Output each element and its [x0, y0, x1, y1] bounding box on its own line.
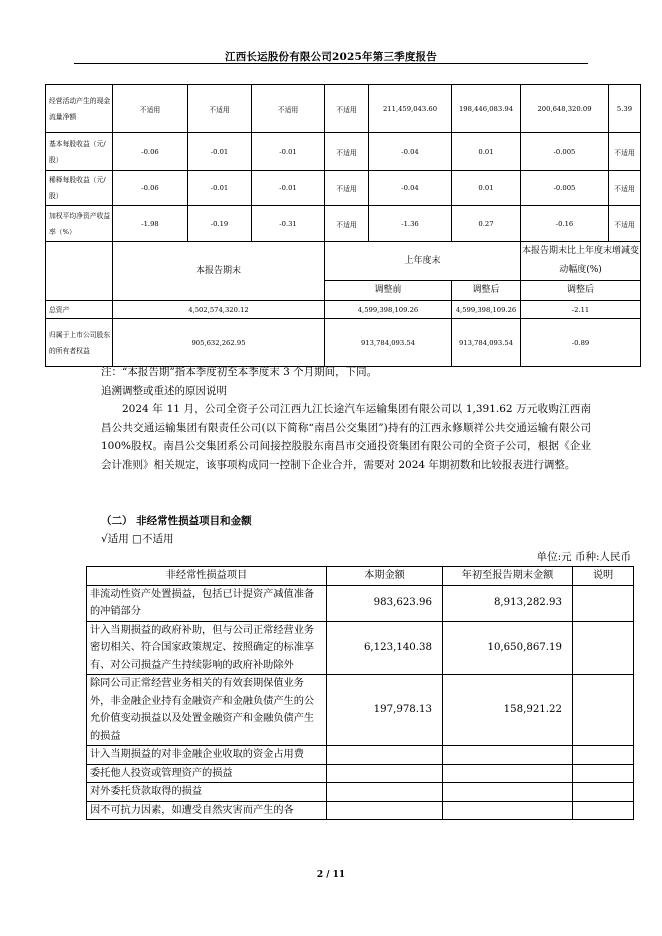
table-row	[46, 319, 641, 367]
table-cell: -0.01	[252, 133, 325, 171]
table-cell: 不适用	[252, 85, 325, 133]
table-cell: 不适用	[609, 133, 641, 171]
table-cell: 4,502,574,320.12	[113, 301, 325, 319]
column-header: 非经常性损益项目	[87, 567, 327, 586]
item-description: 计入当期损益的政府补助，但与公司正常经营业务密切相关、符合国家政策规定、按照确定的标准享有、对公司损益产生持续影响的政府补助除外	[87, 621, 327, 675]
item-description: 对外委托贷款取得的损益	[87, 783, 327, 802]
ytd-amount: 8,913,282.93	[443, 585, 573, 621]
current-amount	[327, 746, 443, 765]
current-amount: 6,123,140.38	[327, 621, 443, 675]
financial-indicators-table	[45, 84, 641, 367]
table-row	[87, 675, 634, 746]
table-cell: -0.01	[188, 171, 252, 206]
row-label: 稀释每股收益（元/股）	[46, 171, 113, 206]
applicable-checkbox-line: √适用 □不适用	[101, 533, 174, 545]
table-cell: 不适用	[325, 133, 369, 171]
table-cell: 5.39	[609, 85, 641, 133]
current-amount	[327, 764, 443, 783]
table-cell: 0.01	[452, 171, 521, 206]
ytd-amount: 158,921.22	[443, 675, 573, 746]
header-rule	[74, 63, 588, 64]
table-cell: 不适用	[609, 206, 641, 242]
change-header: 本报告期末比上年度末增减变动幅度(%)	[521, 242, 641, 281]
table-cell: -0.06	[113, 171, 188, 206]
column-header: 说明	[573, 567, 634, 586]
item-note	[573, 585, 634, 621]
item-description: 计入当期损益的对非金融企业收取的资金占用费	[87, 746, 327, 765]
ytd-amount	[443, 764, 573, 783]
item-description: 除同公司正常经营业务相关的有效套期保值业务外，非金融企业持有金融资产和金融负债产生的公允价值变动损益以及处置金融资产和金融负债产生的损益	[87, 675, 327, 746]
table-row	[87, 783, 634, 802]
row-label: 归属于上市公司股东的所有者权益	[46, 319, 113, 367]
table-cell: 不适用	[325, 206, 369, 242]
ytd-amount	[443, 783, 573, 802]
table-cell: 不适用	[188, 85, 252, 133]
item-note	[573, 746, 634, 765]
table-cell: 不适用	[113, 85, 188, 133]
table-cell: -0.06	[113, 133, 188, 171]
table-cell: 198,446,083.94	[452, 85, 521, 133]
table-row	[46, 133, 641, 171]
empty-header-cell	[46, 242, 113, 301]
page-header-title: 江西长运股份有限公司2025年第三季度报告	[225, 51, 437, 63]
table-header-row	[87, 567, 634, 586]
item-description: 非流动性资产处置损益，包括已计提资产减值准备的冲销部分	[87, 585, 327, 621]
item-note	[573, 675, 634, 746]
table-cell: -1.36	[369, 206, 452, 242]
table-cell: -0.19	[188, 206, 252, 242]
section-title: （二） 非经常性损益项目和金额	[101, 515, 252, 527]
table-cell: 0.01	[452, 133, 521, 171]
table-cell: -0.31	[252, 206, 325, 242]
table-cell: 不适用	[609, 171, 641, 206]
table-row	[46, 206, 641, 242]
table-cell: 200,648,320.09	[521, 85, 609, 133]
table-row	[87, 621, 634, 675]
table-row	[46, 85, 641, 133]
table-row	[87, 746, 634, 765]
table-row	[87, 801, 634, 820]
table-row	[87, 764, 634, 783]
row-label: 经营活动产生的现金流量净额	[46, 85, 113, 133]
table-cell: 913,784,093.54	[325, 319, 452, 367]
table-cell: -0.01	[252, 171, 325, 206]
row-label: 基本每股收益（元/股）	[46, 133, 113, 171]
notes-block	[101, 363, 591, 474]
table-cell: -0.04	[369, 133, 452, 171]
table-cell: -2.11	[521, 301, 641, 319]
reason-title: 追溯调整或重述的原因说明	[101, 384, 227, 397]
table-cell: -0.04	[369, 171, 452, 206]
table-cell: 不适用	[325, 85, 369, 133]
item-note	[573, 801, 634, 820]
table-row	[46, 301, 641, 319]
ytd-amount	[443, 746, 573, 765]
item-note	[573, 783, 634, 802]
adjustment-paragraph: 2024 年 11 月，公司全资子公司江西九江长途汽车运输集团有限公司以 1,391.62 万元收购江西南昌公共交通运输集团有限责任公司(以下简称“南昌公交集团”)持有的江西永修顺祥公共交通运输有限公司 100%股权。南昌公交集团系公司间接控股股东南昌市交通投资集团有限公司的全资子公司，根据《企业会计准则》相关规定，该事项构成同一控制下企业合并，需要对 2024 年期初数和比较报表进行调整。	[101, 403, 591, 471]
ytd-amount	[443, 801, 573, 820]
table-cell: -0.89	[521, 319, 641, 367]
column-header: 本期金额	[327, 567, 443, 586]
current-amount	[327, 783, 443, 802]
change-after-header: 调整后	[521, 281, 641, 301]
unit-currency: 单位:元 币种:人民币	[536, 551, 631, 563]
page-number: 2 / 11	[316, 870, 346, 880]
before-adjustment-header: 调整前	[325, 281, 452, 301]
current-amount	[327, 801, 443, 820]
table-cell: 913,784,093.54	[452, 319, 521, 367]
item-description: 因不可抗力因素，如遭受自然灾害而产生的各	[87, 801, 327, 820]
row-label: 加权平均净资产收益率（%）	[46, 206, 113, 242]
table-cell: 211,459,043.60	[369, 85, 452, 133]
table-cell: 905,632,262.95	[113, 319, 325, 367]
period-end-header: 本报告期末	[113, 242, 325, 301]
current-amount: 983,623.96	[327, 585, 443, 621]
row-label: 总资产	[46, 301, 113, 319]
item-note	[573, 621, 634, 675]
table-row	[46, 171, 641, 206]
item-description: 委托他人投资或管理资产的损益	[87, 764, 327, 783]
table-cell: -0.005	[521, 133, 609, 171]
table-row	[87, 585, 634, 621]
prior-year-end-header: 上年度末	[325, 242, 521, 281]
table-cell: 0.27	[452, 206, 521, 242]
after-adjustment-header: 调整后	[452, 281, 521, 301]
balance-sheet-header-row	[46, 242, 641, 281]
current-amount: 197,978.13	[327, 675, 443, 746]
ytd-amount: 10,650,867.19	[443, 621, 573, 675]
table-cell: 不适用	[325, 171, 369, 206]
table-cell: 4,599,398,109.26	[325, 301, 452, 319]
table-cell: 4,599,398,109.26	[452, 301, 521, 319]
table-cell: -1.98	[113, 206, 188, 242]
item-note	[573, 764, 634, 783]
table-cell: -0.005	[521, 171, 609, 206]
note-text: 注：“本报告期”指本季度初至本季度末 3 个月期间，下同。	[101, 366, 378, 378]
non-recurring-items-table	[86, 566, 634, 820]
column-header: 年初至报告期末金额	[443, 567, 573, 586]
table-cell: -0.16	[521, 206, 609, 242]
table-cell: -0.01	[188, 133, 252, 171]
